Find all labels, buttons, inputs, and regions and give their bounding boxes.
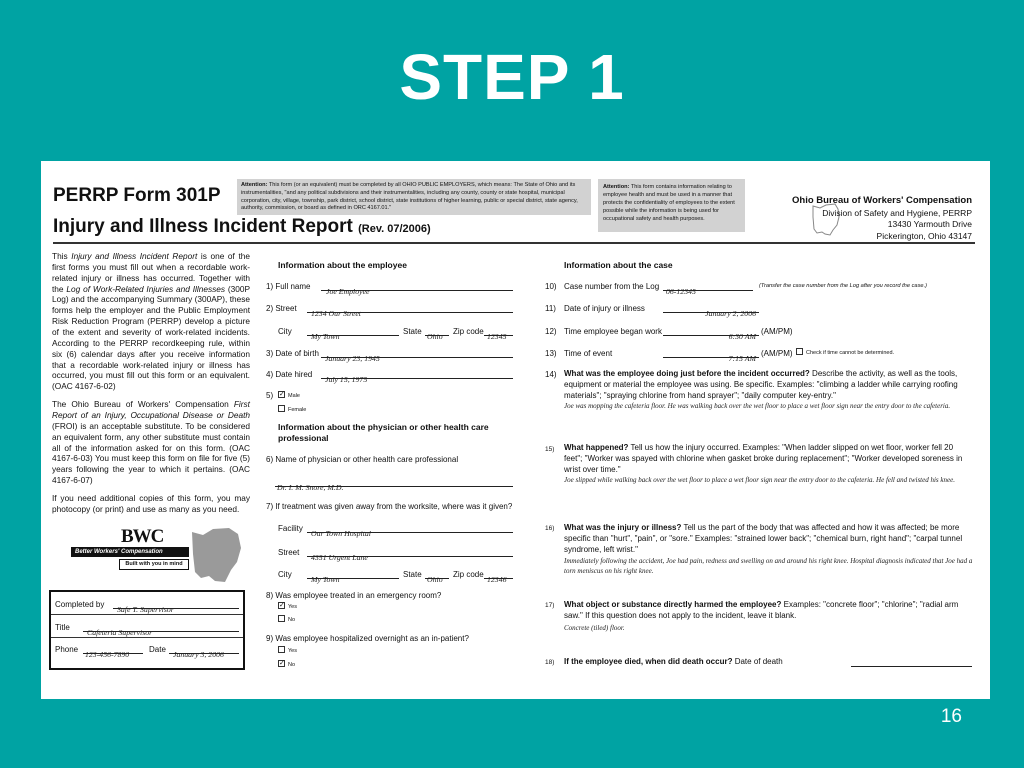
facility-city-field[interactable] (307, 569, 399, 584)
q17-question: What object or substance directly harmed the employee? (564, 600, 782, 609)
facility-zip-value: 12346 (487, 575, 507, 584)
began-time-field[interactable] (663, 326, 759, 341)
slide-title: STEP 1 (399, 41, 625, 113)
phone-value: 123-456-7890 (85, 650, 130, 659)
q11-number: 11) (545, 304, 556, 313)
q16-text (564, 523, 969, 555)
bwc-tagline: Built with you in mind (119, 559, 189, 570)
q9-yes-checkbox[interactable] (278, 646, 285, 653)
completed-by-field[interactable] (113, 599, 239, 614)
bureau-address (792, 195, 972, 242)
q12-number: 12) (545, 327, 557, 336)
time-undetermined-label: Check if time cannot be determined. (806, 350, 895, 356)
q9-no-label: No (288, 662, 296, 668)
time-undetermined-checkbox[interactable] (796, 348, 803, 355)
facility-zip-field[interactable] (484, 569, 513, 584)
attention-text: This form (or an equivalent) must be completed by all OHIO PUBLIC EMPLOYERS, which means: The State of Ohio and its instrumentalities, "and any political subdivisions and their instrumentalities, including any county, county or state hospital, municipal corporation, city, village, township, park district, school district, state institutions of higher learning, public or special district, state agency, authority, commission, or board as defined in ORC 4167.01." (241, 182, 578, 212)
facility-street-field[interactable] (307, 547, 513, 562)
attention-label: Attention: (241, 182, 268, 188)
employee-section-heading: Information about the employee (278, 260, 407, 270)
q13-number: 13) (545, 349, 557, 358)
attention-label: Attention: (603, 184, 630, 190)
q1-label: 1) Full name (266, 282, 311, 291)
completed-by-label: Completed by (55, 600, 105, 609)
title-label: Title (55, 623, 70, 632)
date-label: Date (149, 645, 166, 654)
q8-no-option[interactable] (278, 614, 295, 623)
event-time-value: 7:15 AM (728, 354, 756, 363)
full-name-field[interactable] (321, 281, 513, 296)
divider (51, 614, 243, 615)
intro-text-run: Injury and Illness Incident Report (71, 251, 198, 261)
city-field[interactable] (307, 326, 399, 341)
phone-field[interactable] (83, 644, 143, 659)
bwc-logo (71, 526, 247, 586)
q10-number: 10) (545, 282, 557, 291)
began-time-value: 6:30 AM (728, 332, 756, 341)
facility-street-label: Street (278, 548, 300, 557)
form-title-text: Injury and Illness Incident Report (53, 216, 353, 237)
q15-text (564, 443, 969, 475)
physician-section-heading: Information about the physician or other health care professional (278, 422, 489, 444)
physician-name-value: Dr. I. M. Snore, M.D. (277, 483, 344, 492)
intro-text-run: Log of Work-Related Injuries and Illnesses (66, 283, 225, 294)
male-option[interactable] (278, 390, 300, 399)
city-label: City (278, 327, 292, 336)
title-field[interactable] (83, 622, 239, 637)
q3-label: 3) Date of birth (266, 349, 319, 358)
q18-question: If the employee died, when did death occur? (564, 657, 733, 666)
intro-paragraph-3: If you need additional copies of this form, you may photocopy (or print) and use as many as you need. (52, 493, 250, 514)
date-field[interactable] (169, 644, 239, 659)
q6-label: 6) Name of physician or other health care professional (266, 455, 459, 464)
q14-instructions: Describe the activity, as well as the tools, equipment or material the employee was using. Be specific. Examples: "climbing a ladder while carrying roofing materials"; "spraying chlorine from hand sprayer"; "daily computer key-entry." (564, 369, 958, 400)
intro-paragraph-1 (52, 251, 250, 392)
date-value: January 3, 2006 (173, 650, 224, 659)
intro-text-run: This (52, 251, 72, 261)
q4-label: 4) Date hired (266, 370, 313, 379)
completed-by-value: Safe T. Supervisor (117, 605, 174, 614)
q14-number: 14) (545, 370, 557, 379)
q7-label: 7) If treatment was given away from the worksite, where was it given? (266, 502, 513, 511)
case-number-field[interactable] (663, 281, 753, 296)
bwc-mark: BWC (121, 526, 164, 547)
q17-answer[interactable]: Concrete (tiled) floor. (564, 624, 625, 632)
facility-label: Facility (278, 524, 303, 533)
page-number: 16 (940, 706, 962, 727)
intro-text-run: The Ohio Bureau of Workers' Compensation (52, 399, 234, 410)
bureau-street: 13430 Yarmouth Drive (887, 219, 972, 230)
state-value: Ohio (427, 332, 443, 341)
event-time-field[interactable] (663, 348, 759, 363)
form-number: PERRP Form 301P (53, 185, 221, 206)
title-value: Cafeteria Supervisor (87, 628, 153, 637)
zip-field[interactable] (484, 326, 513, 341)
q15-instructions: Tell us how the injury occurred. Examples: "When ladder slipped on wet floor, worker fell 20 feet"; "Worker was spayed with chlorine when gasket broke during replacement"; "Worker developed soreness in wrist over time." (564, 443, 963, 474)
attention-text: This form contains information relating to employee health and must be used in a manner that protects the confidentiality of employees to the extent possible while the information is being used for occupational safety and health purposes. (603, 184, 735, 223)
q15-question: What happened? (564, 443, 629, 452)
q8-yes-checkbox[interactable]: ✓ (279, 602, 285, 610)
q15-number: 15) (545, 446, 555, 453)
state-label: State (403, 327, 422, 336)
dob-value: January 23, 1945 (325, 354, 380, 363)
intro-text (52, 251, 250, 522)
q8-label: 8) Was employee treated in an emergency room? (266, 591, 442, 600)
q9-no-option[interactable] (278, 659, 295, 668)
hired-value: July 15, 1975 (325, 375, 368, 384)
q16-number: 16) (545, 525, 555, 532)
q9-label: 9) Was employee hospitalized overnight as an in-patient? (266, 634, 469, 643)
bureau-name: Ohio Bureau of Workers' Compensation (792, 195, 972, 206)
male-label: Male (288, 393, 300, 399)
q15-answer[interactable]: Joe slipped while walking back over the wet floor to place a wet floor sign near the entry door to the cafeteria. He fell and twisted his knee. (564, 476, 955, 484)
facility-field[interactable] (307, 523, 513, 538)
q8-no-label: No (288, 617, 296, 623)
q5-label: 5) (266, 391, 274, 400)
ampm-label: (AM/PM) (761, 327, 793, 336)
case-section-heading: Information about the case (564, 260, 673, 270)
form-title (53, 216, 431, 238)
q16-answer[interactable]: Immediately following the accident, Joe had pain, redness and swelling on and around his right knee. Hospital diagnosis indicated that Joe had a torn meniscus on his right knee. (564, 557, 973, 575)
zip-label: Zip code (453, 327, 484, 336)
divider (51, 637, 243, 638)
injury-date-value: January 2, 2006 (705, 309, 756, 318)
facility-zip-label: Zip code (453, 570, 484, 579)
q12-label: Time employee began work (564, 327, 662, 336)
case-number-value: 06-12345 (666, 287, 696, 296)
q9-yes-option[interactable] (278, 645, 297, 654)
zip-value: 12345 (487, 332, 507, 341)
female-label: Female (288, 407, 307, 413)
form-revision: (Rev. 07/2006) (358, 223, 431, 235)
facility-state-field[interactable] (425, 569, 449, 584)
dob-field[interactable] (321, 348, 513, 363)
header-divider (53, 242, 975, 244)
q18-number: 18) (545, 659, 555, 666)
bwc-bar: Better Workers' Compensation (71, 547, 189, 557)
q17-instructions: Examples: "concrete floor"; "chlorine"; "radial arm saw." If this question does not apply to the incident, leave it blank. (564, 600, 959, 620)
ampm-label: (AM/PM) (761, 349, 793, 358)
q14-text (564, 369, 969, 401)
phone-label: Phone (55, 645, 79, 654)
female-option[interactable] (278, 404, 306, 413)
completed-by-box (49, 590, 245, 670)
q9-no-checkbox[interactable]: ✓ (279, 660, 285, 668)
facility-state-value: Ohio (427, 575, 443, 584)
q18-text (564, 657, 783, 668)
intro-paragraph-2 (52, 399, 250, 486)
q14-answer[interactable]: Joe was mopping the cafeteria floor. He was walking back over the wet floor to place a wet floor sign near the entry door to the cafeteria. (564, 402, 951, 410)
physician-name-field[interactable] (275, 477, 513, 492)
street-field[interactable] (307, 303, 513, 318)
intro-text-run: (300P Log) and the accompanying Summary (300AP), these forms help the employer and the Public Employment Risk Reduction Program (PERRP) develop a picture of the extent and severity of work-related incidents. According to the PERRP recordkeeping rule, within six (6) calendar days after you receive information that a recordable work-related injury or illness has occurred, you must fill out this form or an equivalent. (OAC 4167-6-02) (52, 283, 250, 392)
facility-city-value: My Town (311, 575, 340, 584)
ohio-silhouette-icon (189, 526, 245, 586)
q2-label: 2) Street (266, 304, 297, 313)
intro-text-run: First Report of an Injury, Occupational Disease or Death (52, 399, 250, 421)
state-field[interactable] (425, 326, 449, 341)
facility-city-label: City (278, 570, 292, 579)
time-undetermined-option[interactable] (796, 347, 894, 356)
injury-date-field[interactable] (663, 303, 759, 318)
q8-no-checkbox[interactable] (278, 615, 285, 622)
q14-question: What was the employee doing just before the incident occurred? (564, 369, 810, 378)
q17-number: 17) (545, 602, 555, 609)
facility-value: Our Town Hospital (311, 529, 371, 538)
q13-label: Time of event (564, 349, 613, 358)
q16-instructions: Tell us the part of the body that was affected and how it was affected; be more specific than "hurt", "pain", or "sore." Examples: "strained lower back"; "chemical burn, right hand"; "carpal tunnel syndrome, left wrist." (564, 523, 963, 554)
city-value: My Town (311, 332, 340, 341)
q8-yes-label: Yes (288, 604, 297, 610)
bureau-division: Division of Safety and Hygiene, PERRP (822, 207, 972, 218)
intro-text-run: (FROI) is an acceptable substitute. To be considered an equivalent form, any other substitute must contain all of the information asked for on this form. (OAC 4167-6-03) You must keep this form on file for five (5) years following the year to which it pertains. (OAC 4167-6-07) (52, 420, 250, 486)
facility-state-label: State (403, 570, 422, 579)
q10-note: (Transfer the case number from the Log after you record the case.) (759, 283, 928, 289)
q18-instructions: Date of death (732, 657, 783, 666)
q8-yes-option[interactable] (278, 601, 297, 610)
attention-box-confidentiality (598, 179, 745, 232)
q9-yes-label: Yes (288, 648, 297, 654)
q17-text (564, 600, 969, 622)
male-checkbox[interactable]: ✓ (279, 391, 285, 399)
hired-field[interactable] (321, 369, 513, 384)
facility-street-value: 4351 Urgent Lane (311, 553, 368, 562)
full-name-value: Joe Employee (326, 287, 370, 296)
q16-question: What was the injury or illness? (564, 523, 682, 532)
form-document (41, 161, 990, 699)
bureau-city: Pickerington, Ohio 43147 (876, 230, 972, 241)
death-date-field[interactable] (851, 657, 972, 667)
q10-label: Case number from the Log (564, 282, 660, 291)
attention-box-employers (237, 179, 591, 215)
street-value: 1234 Our Street (311, 309, 361, 318)
intro-text-run: is one of the first forms you must fill out when a recordable work-related injury or illness has occurred. Together with the (52, 251, 250, 294)
female-checkbox[interactable] (278, 405, 285, 412)
q11-label: Date of injury or illness (564, 304, 645, 313)
